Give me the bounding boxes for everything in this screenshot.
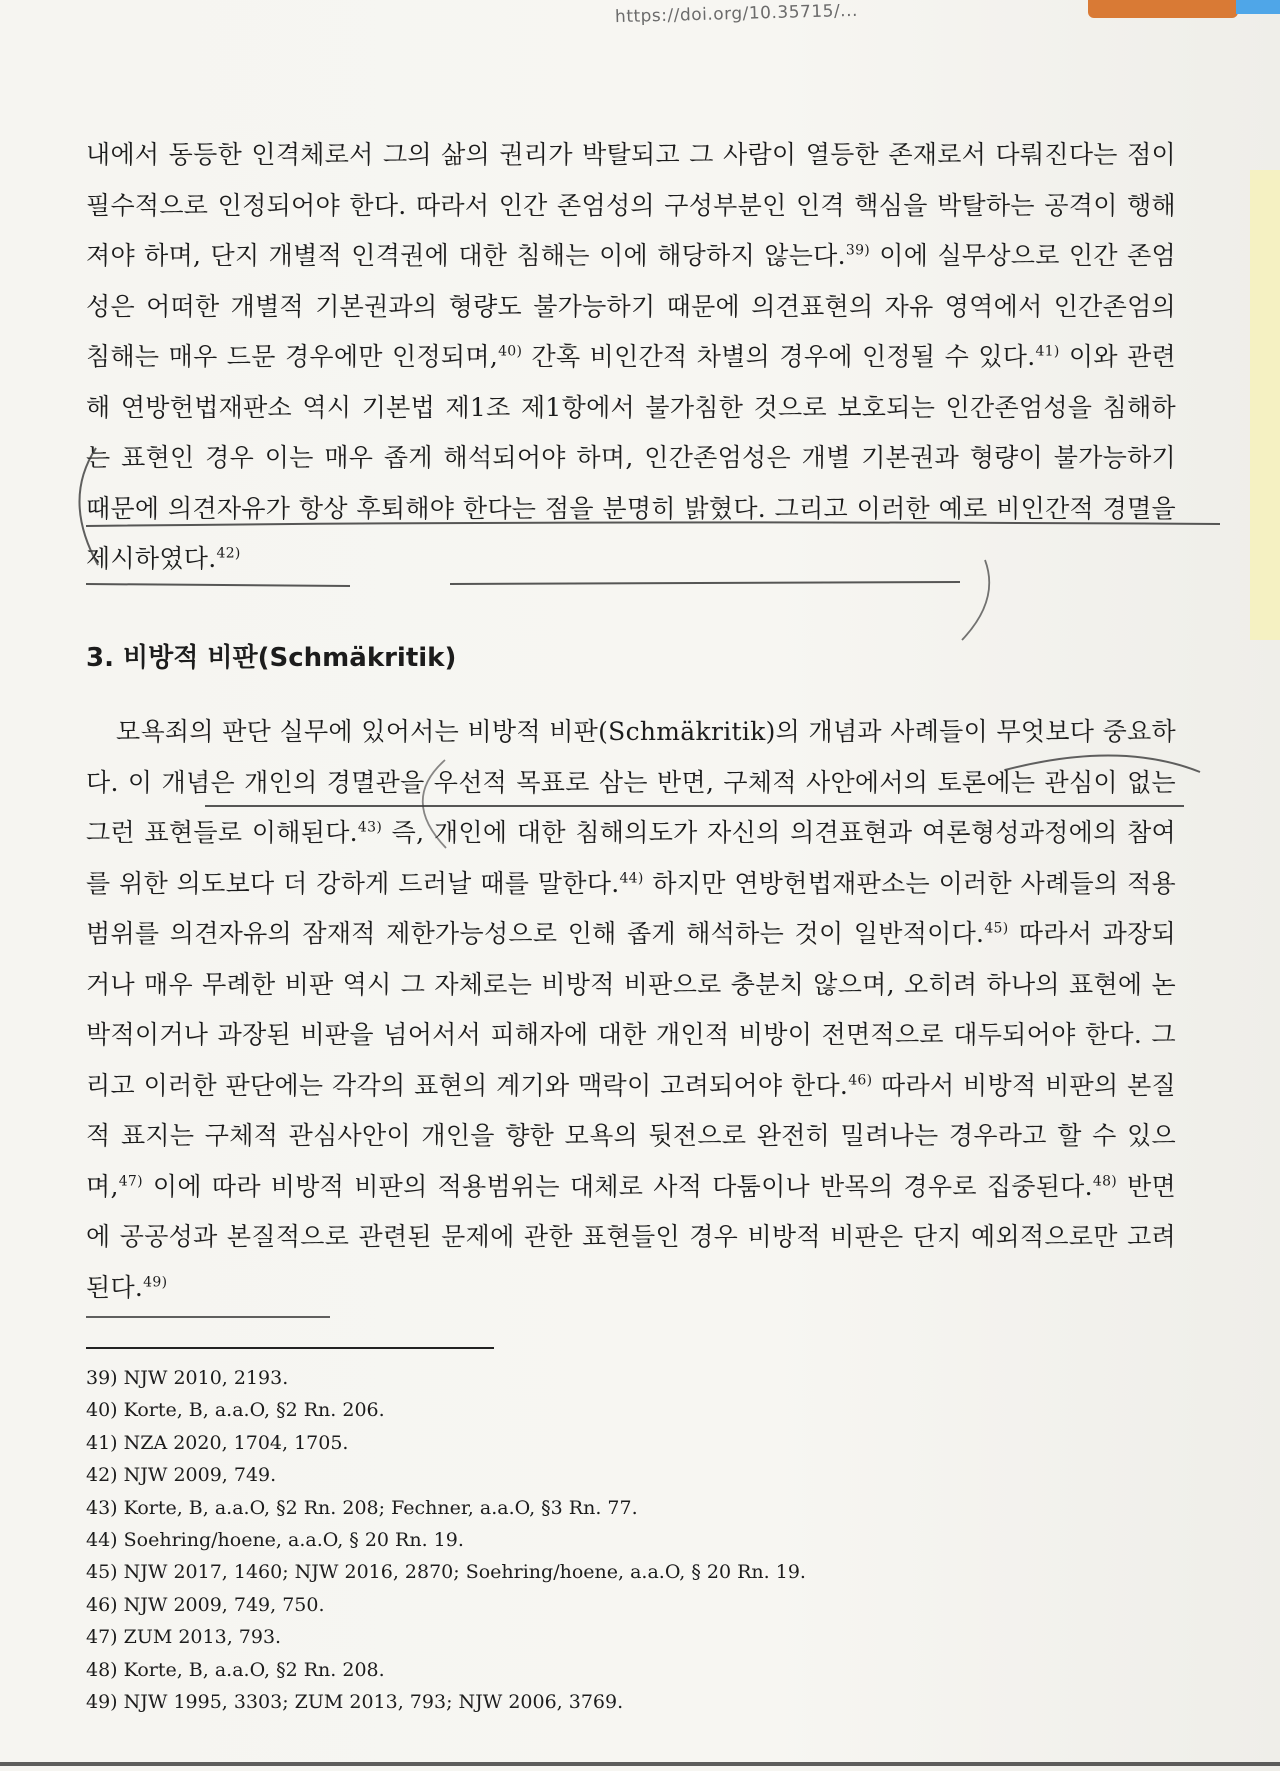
paragraph-1-text-b: 이에 실무상으로 인간 존엄성은 어떠한 개별적 기본권과의 형량도 불가능하기 때문에 의견표현의 자유 영역에서 인간존엄의 침해는 매우 드문 경우에만 인정되며,	[86, 241, 1176, 371]
footnote-item: 48) Korte, B, a.a.O, §2 Rn. 208.	[86, 1658, 385, 1681]
footnote-item: 44) Soehring/hoene, a.a.O, § 20 Rn. 19.	[86, 1529, 464, 1552]
footnote-ref-41[interactable]: 41)	[1035, 343, 1060, 360]
paragraph-2-text-e: 따라서 비방적 비판의 본질적 표지는 구체적 관심사안이 개인을 향한 모욕의 뒷전으로 완전히 밀려나는 경우라고 할 수 있으며,	[86, 1070, 1176, 1201]
paragraph-1	[86, 130, 1176, 585]
footnote-ref-42[interactable]: 42)	[216, 545, 241, 562]
footnote-item: 45) NJW 2017, 1460; NJW 2016, 2870; Soehring/hoene, a.a.O, § 20 Rn. 19.	[86, 1561, 806, 1584]
orange-tab	[1088, 0, 1238, 18]
highlight-strip	[1250, 170, 1280, 640]
paragraph-2-text-a: 모욕죄의 판단 실무에 있어서는 비방적 비판(Schmäkritik)의 개념과 사례들이 무엇보다 중요하다. 이 개념은 개인의 경멸관을 우선적 목표로 삼는 반면, 구체적 사안에서의 토론에는 관심이 없는 그런 표현들로 이해된다.	[86, 717, 1176, 847]
paragraph-2-text-g: 반면에 공공성과 본질적으로 관련된 문제에 관한 표현들인 경우 비방적 비판은 단지 예외적으로만 고려된다.	[86, 1171, 1177, 1302]
footnote-item: 43) Korte, B, a.a.O, §2 Rn. 208; Fechner, a.a.O, §3 Rn. 77.	[86, 1496, 638, 1519]
paragraph-1-text-a: 내에서 동등한 인격체로서 그의 삶의 권리가 박탈되고 그 사람이 열등한 존재로서 다뤄진다는 점이 필수적으로 인정되어야 한다. 따라서 인간 존엄성의 구성부분인 인격 핵심을 박탈하는 공격이 행해져야 하며, 단지 개별적 인격권에 대한 침해는 이에 해당하지 않는다.	[86, 140, 1176, 270]
paragraph-2-text-c: 하지만 연방헌법재판소는 이러한 사례들의 적용범위를 의견자유의 잠재적 제한가능성으로 인해 좁게 해석하는 것이 일반적이다.	[86, 868, 1176, 948]
footnote-list	[86, 1362, 1086, 1718]
paragraph-2-text-f: 이에 따라 비방적 비판의 적용범위는 대체로 사적 다툼이나 반목의 경우로 집중된다.	[142, 1171, 1093, 1201]
paragraph-2-text-d: 따라서 과장되거나 매우 무례한 비판 역시 그 자체로는 비방적 비판으로 충분치 않으며, 오히려 하나의 표현에 논박적이거나 과장된 비판을 넘어서서 피해자에 대한 개인적 비방이 전면적으로 대두되어야 한다. 그리고 이러한 판단에는 각각의 표현의 계기와 맥락이 고려되어야 한다.	[86, 919, 1177, 1100]
paragraph-2-text-b: 즉, 개인에 대한 침해의도가 자신의 의견표현과 여론형성과정에의 참여를 위한 의도보다 더 강하게 드러날 때를 말한다.	[86, 818, 1176, 898]
footnote-divider	[86, 1347, 494, 1349]
doi-header[interactable]: https://doi.org/10.35715/...	[614, 0, 859, 28]
footnote-item: 47) ZUM 2013, 793.	[86, 1626, 282, 1649]
footnote-ref-43[interactable]: 43)	[357, 819, 383, 836]
blue-tab	[1236, 0, 1280, 14]
footnote-item: 41) NZA 2020, 1704, 1705.	[86, 1431, 349, 1454]
footnote-item: 49) NJW 1995, 3303; ZUM 2013, 793; NJW 2006, 3769.	[86, 1691, 624, 1714]
scan-edge	[0, 1762, 1280, 1766]
footnote-ref-49[interactable]: 49)	[143, 1274, 168, 1291]
paragraph-1-text-d: 이와 관련해 연방헌법재판소 역시 기본법 제1조 제1항에서 불가침한 것으로 보호되는 인간존엄성을 침해하는 표현인 경우 이는 매우 좁게 해석되어야 하며, 인간존엄성은 개별 기본권과 형량이 불가능하기 때문에 의견자유가 항상 후퇴해야 한다는 점을 분명히 밝혔다. 그리고 이러한 예로 비인간적 경멸을 제시하였다.	[86, 342, 1176, 573]
footnote-ref-40[interactable]: 40)	[498, 343, 523, 360]
footnote-ref-45[interactable]: 45)	[984, 920, 1009, 937]
footnote-ref-39[interactable]: 39)	[845, 242, 871, 259]
footnote-ref-44[interactable]: 44)	[619, 870, 644, 887]
footnote-item: 40) Korte, B, a.a.O, §2 Rn. 206.	[86, 1399, 385, 1422]
footnote-ref-48[interactable]: 48)	[1092, 1173, 1118, 1190]
section-heading: 3. 비방적 비판(Schmäkritik)	[86, 643, 457, 673]
footnote-item: 39) NJW 2010, 2193.	[86, 1367, 289, 1389]
footnote-ref-46[interactable]: 46)	[848, 1072, 873, 1089]
paragraph-1-text-c: 간혹 비인간적 차별의 경우에 인정될 수 있다.	[522, 342, 1036, 371]
footnote-ref-47[interactable]: 47)	[118, 1173, 143, 1190]
footnote-item: 46) NJW 2009, 749, 750.	[86, 1593, 325, 1616]
footnote-item: 42) NJW 2009, 749.	[86, 1464, 277, 1487]
paragraph-2	[86, 707, 1176, 1313]
